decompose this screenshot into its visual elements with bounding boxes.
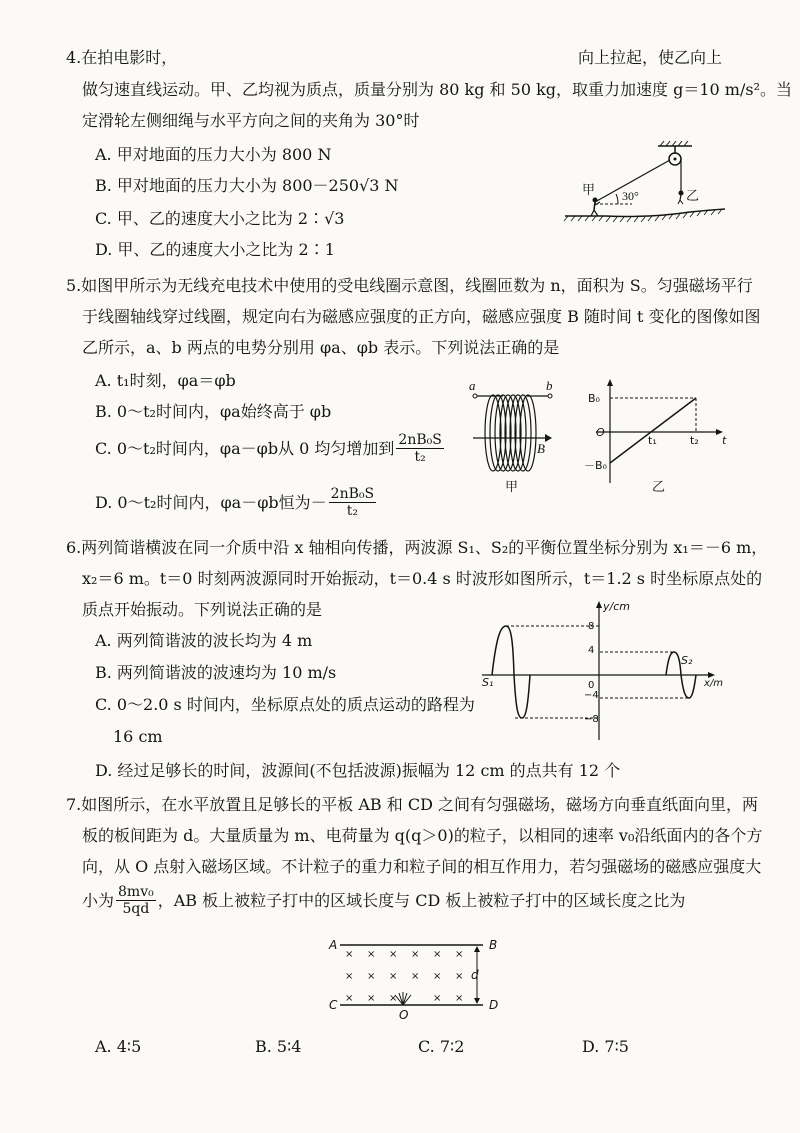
- q7-line4-post: ，AB 板上被粒子打中的区域长度与 CD 板上被粒子打中的区域长度之比为: [157, 890, 686, 910]
- q5-option-d-fraction: [329, 486, 376, 519]
- q4-option-a: A. 甲对地面的压力大小为 800 N: [95, 145, 332, 164]
- q4-line2: 做匀速直线运动。甲、乙均视为质点，质量分别为 80 kg 和 50 kg，取重力加速度 g＝10 m/s²。当: [82, 80, 792, 99]
- person-jia-icon: [593, 198, 598, 203]
- coil-terminal-a-label: a: [469, 378, 476, 393]
- fig-yi-caption: 乙: [652, 480, 666, 495]
- field-x-mark: ×: [367, 993, 376, 1004]
- q5-option-c-denominator: t₂: [414, 449, 426, 465]
- field-x-mark: ×: [367, 949, 376, 960]
- coil-turns-icon: [485, 395, 536, 471]
- q4-option-c: C. 甲、乙的速度大小之比为 2∶√3: [95, 209, 345, 228]
- plate-a-label: A: [329, 938, 338, 952]
- field-x-mark: ×: [367, 971, 376, 982]
- angle-label: 30°: [622, 189, 639, 203]
- q5-line3: 乙所示，a、b 两点的电势分别用 φa、φb 表示。下列说法正确的是: [82, 338, 560, 357]
- q5-option-d-denominator: t₂: [346, 503, 358, 519]
- field-x-mark: ×: [345, 993, 354, 1004]
- q7-option-c: C. 7∶2: [418, 1037, 465, 1056]
- point-o-label: O: [399, 1008, 409, 1022]
- q7-field-figure: [325, 935, 505, 1023]
- q5-line2: 于线圈轴线穿过线圈，规定向右为磁感应强度的正方向，磁感应强度 B 随时间 t 变化的图像如图: [82, 307, 761, 326]
- q5-option-d-text: D. 0～t₂时间内，φa－φb恒为－: [95, 492, 327, 512]
- field-x-mark: ×: [345, 949, 354, 960]
- q7-numerator: 8mv₀: [118, 884, 154, 900]
- q6-option-d: D. 经过足够长的时间，波源间(不包括波源)振幅为 12 cm 的点共有 12 个: [95, 761, 621, 780]
- label-jia: 甲: [582, 182, 596, 197]
- field-x-mark: ×: [411, 949, 420, 960]
- plate-c-label: C: [329, 998, 338, 1012]
- q4-option-d: D. 甲、乙的速度大小之比为 2∶1: [95, 240, 335, 259]
- q5-option-c-fraction: [396, 432, 443, 465]
- b0-label: B₀: [588, 392, 600, 405]
- q5-option-c: [95, 432, 446, 465]
- q7-option-d: D. 7∶5: [582, 1037, 629, 1056]
- q6-line2: x₂＝6 m。t＝0 时刻两波源同时开始振动，t＝0.4 s 时波形如图所示，t＝1.2 s 时坐标原点处的: [82, 569, 763, 588]
- q7-fraction: [116, 884, 156, 917]
- field-b-label: B: [537, 441, 545, 456]
- q6-line1: 6.两列简谐横波在同一介质中沿 x 轴相向传播，两波源 S₁、S₂的平衡位置坐标分别为 x₁＝－6 m，: [66, 538, 768, 557]
- origin-label: O: [596, 426, 605, 439]
- field-x-mark: ×: [411, 971, 420, 982]
- q5-option-d-numerator: 2nB₀S: [330, 486, 375, 502]
- fig-jia-caption: 甲: [505, 479, 519, 494]
- q7-line4-pre: 小为: [82, 890, 115, 910]
- q4-line1-start: 4.在拍电影时，: [66, 48, 178, 67]
- field-x-mark: ×: [455, 949, 464, 960]
- q6-wave-figure: [478, 600, 723, 745]
- q6-option-c-cont: 16 cm: [113, 727, 163, 746]
- y-tick-neg4: −4: [584, 690, 599, 701]
- field-x-mark: ×: [433, 971, 442, 982]
- q7-line3: 向，从 O 点射入磁场区域。不计粒子的重力和粒子间的相互作用力，若匀强磁场的磁感应强度大: [82, 857, 762, 876]
- q6-line3: 质点开始振动。下列说法正确的是: [82, 600, 323, 619]
- t1-label: t₁: [648, 434, 657, 447]
- label-yi: 乙: [686, 188, 700, 203]
- q7-option-a: A. 4∶5: [95, 1037, 142, 1056]
- y-tick-neg8: −8: [584, 714, 599, 725]
- q6-option-b: B. 两列简谐波的波速均为 10 m/s: [95, 663, 337, 682]
- y-tick-8: 8: [588, 621, 595, 632]
- q7-line1: 7.如图所示，在水平放置且足够长的平板 AB 和 CD 之间有匀强磁场，磁场方向垂直纸面向里，两: [66, 795, 758, 814]
- field-x-mark: ×: [345, 971, 354, 982]
- q4-line1-end: 向上拉起，使乙向上: [578, 48, 723, 67]
- source-s2-label: S₂: [681, 654, 693, 667]
- b-line: [610, 398, 696, 463]
- particle-directions-icon: [395, 992, 411, 1005]
- q7-line2: 板的板间距为 d。大量质量为 m、电荷量为 q(q＞0)的粒子，以相同的速率 v₀沿纸面内的各个方: [82, 826, 763, 845]
- q5-option-b: B. 0～t₂时间内，φa始终高于 φb: [95, 402, 332, 421]
- q5-coil-figure: [465, 378, 570, 496]
- q4-line3: 定滑轮左侧细绳与水平方向之间的夹角为 30°时: [82, 111, 420, 130]
- q5-option-a: A. t₁时刻，φa＝φb: [95, 371, 236, 390]
- q7-denominator: 5qd: [122, 901, 150, 917]
- q4-option-b: B. 甲对地面的压力大小为 800－250√3 N: [95, 176, 399, 195]
- field-x-mark: ×: [389, 949, 398, 960]
- q4-pulley-figure: [560, 140, 730, 240]
- neg-b0-label: －B₀: [584, 459, 607, 472]
- q7-option-b: B. 5∶4: [255, 1037, 302, 1056]
- distance-d-label: d: [471, 968, 479, 982]
- q5-b-t-graph: [584, 378, 730, 496]
- q7-line4: [82, 884, 685, 917]
- field-x-mark: ×: [389, 993, 398, 1004]
- field-x-mark: ×: [433, 993, 442, 1004]
- field-x-mark: ×: [455, 971, 464, 982]
- plate-d-label: D: [489, 998, 499, 1012]
- x-axis-label: x/m: [704, 678, 724, 689]
- q5-option-d: [95, 486, 378, 519]
- q5-option-c-text: C. 0～t₂时间内，φa－φb从 0 均匀增加到: [95, 438, 395, 458]
- y-tick-0: 0: [588, 680, 595, 691]
- source-s1-label: S₁: [482, 676, 494, 689]
- person-yi-icon: [679, 191, 684, 196]
- y-axis-label: y/cm: [603, 600, 630, 613]
- plate-b-label: B: [489, 938, 498, 952]
- q5-option-c-numerator: 2nB₀S: [398, 432, 442, 448]
- wave-s1-curve: [492, 626, 530, 718]
- field-x-mark: ×: [389, 971, 398, 982]
- coil-terminal-b-label: b: [546, 378, 553, 393]
- field-x-mark: ×: [455, 993, 464, 1004]
- t2-label: t₂: [690, 434, 699, 447]
- q6-option-c: C. 0～2.0 s 时间内，坐标原点处的质点运动的路程为: [95, 695, 475, 714]
- q5-line1: 5.如图甲所示为无线充电技术中使用的受电线圈示意图，线圈匝数为 n，面积为 S。匀强磁场平行: [66, 276, 753, 295]
- y-tick-4: 4: [588, 645, 595, 656]
- q6-option-a: A. 两列简谐波的波长均为 4 m: [95, 631, 313, 650]
- field-x-mark: ×: [433, 949, 442, 960]
- ground-line: [565, 209, 725, 217]
- t-axis-label: t: [722, 434, 727, 447]
